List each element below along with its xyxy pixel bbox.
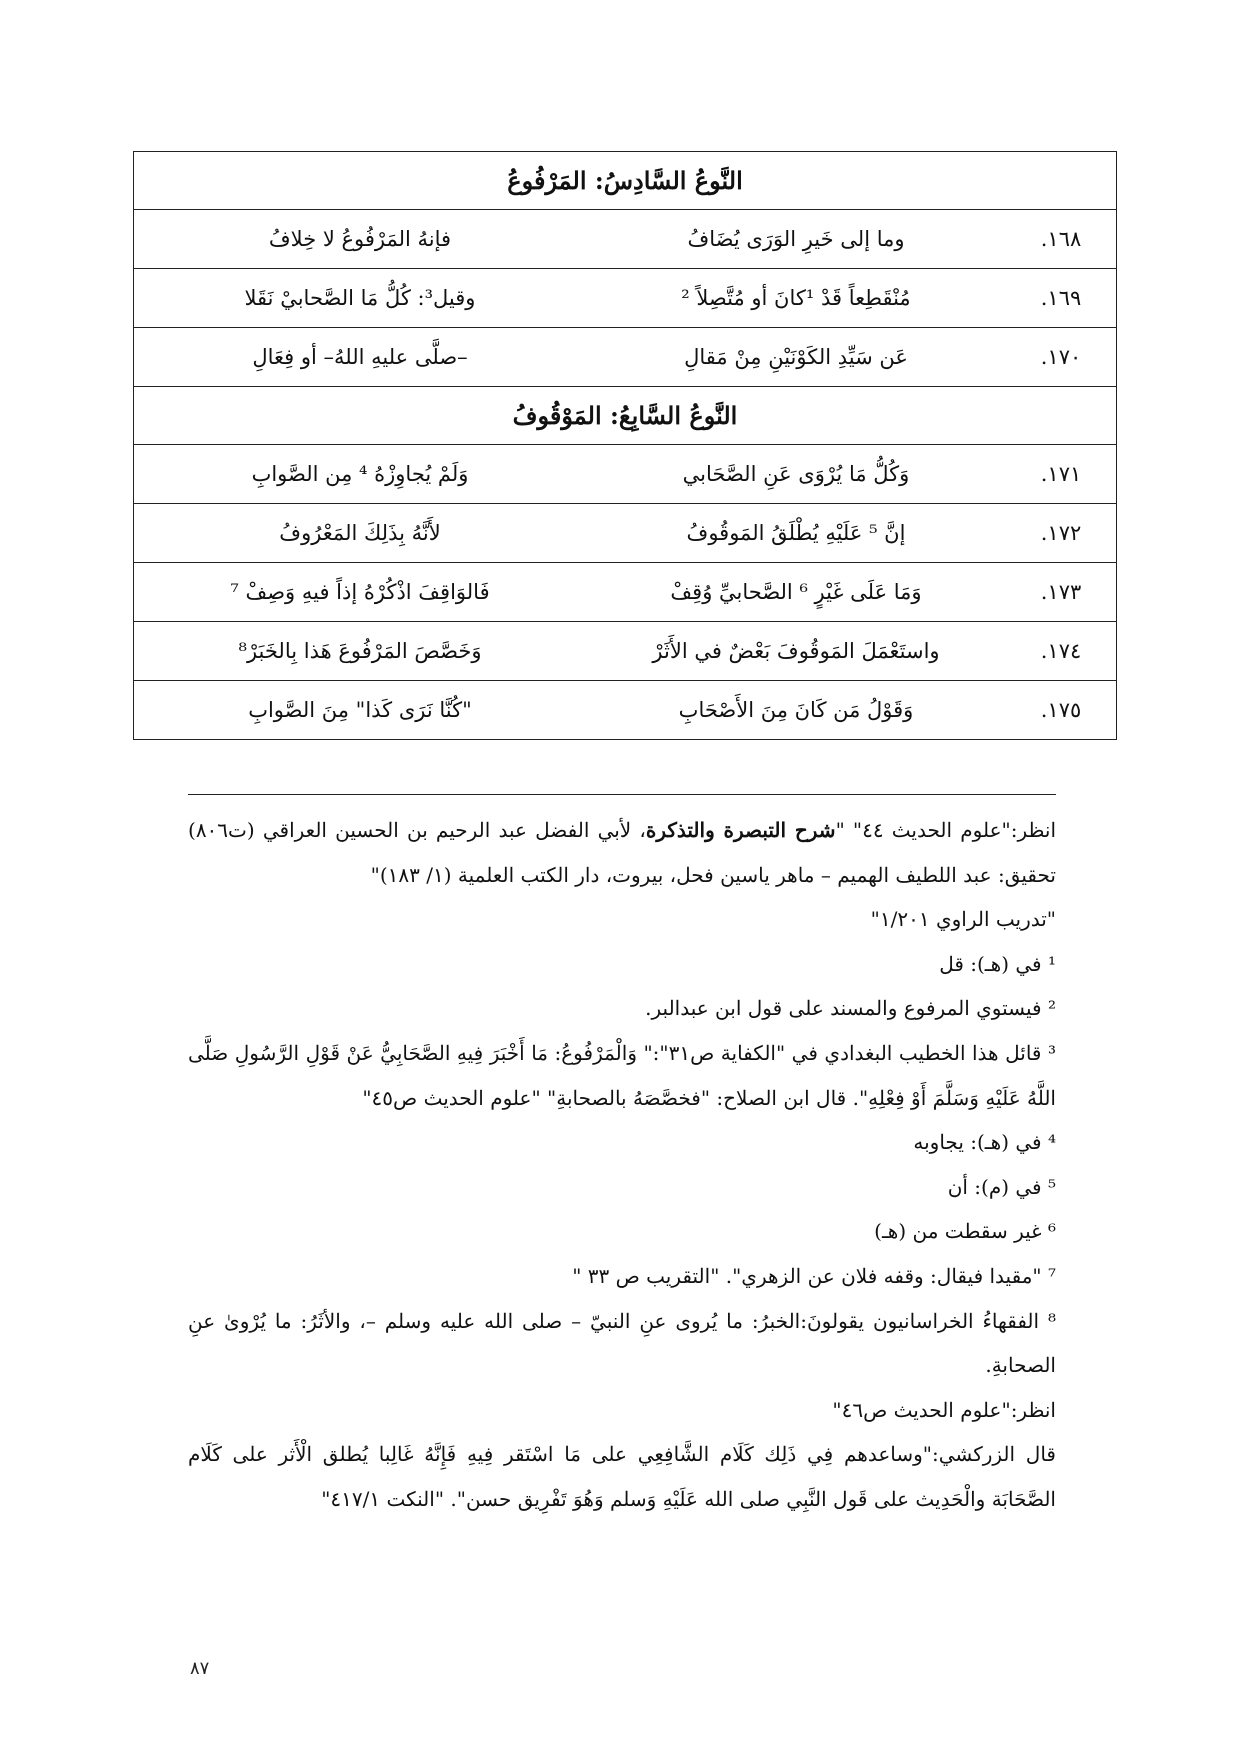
- footnote-zarkashi-quote: قال الزركشي:"وساعدهم فِي ذَلِك كَلَام الشَّافِعِي على مَا اسْتَقر فِيهِ فَإِنَّهُ غَالِبا يُطلق الْأَثر على كَلَام الصَّحَابَة والْحَدِيث على قَول النَّبِي صلى الله عَلَيْهِ وَسلم وَهُوَ تَفْرِيق حسن". "النكت ٤١٧/١": [188, 1442, 1056, 1511]
- verse-first-hemistich: وما إلى خَيرِ الوَرَى يُضَافُ: [586, 210, 1006, 269]
- footnote-separator: [188, 794, 1056, 795]
- verse-number: ١٧٢.: [1006, 504, 1117, 563]
- verse-row: [134, 681, 1117, 740]
- verse-second-hemistich: وَخَصَّصَ المَرْفُوعَ هَذا بِالخَبَرْ⁸: [134, 622, 587, 681]
- verse-row: [134, 328, 1117, 387]
- footnote-intro: [188, 808, 1056, 897]
- section-header-marfu: [134, 152, 1117, 210]
- footnote-7: ⁷ "مقيدا فيقال: وقفه فلان عن الزهري". "التقريب ص ٣٣ ": [572, 1263, 1056, 1288]
- verse-second-hemistich: وقيل³: كُلُّ مَا الصَّحابيْ نَقَلا: [134, 269, 587, 328]
- footnote-4: ⁴ في (هـ): يجاوبه: [913, 1130, 1056, 1155]
- verse-number: ١٧٤.: [1006, 622, 1117, 681]
- verse-number: ١٦٩.: [1006, 269, 1117, 328]
- verse-row: [134, 445, 1117, 504]
- intro-citation: ، لأبي الفضل عبد الرحيم بن الحسين العراقي (ت٨٠٦) تحقيق: عبد اللطيف الهميم – ماهر ياسين فحل، بيروت، دار الكتب العلمية (١/ ١٨٣)": [188, 818, 1056, 887]
- footnote-intro-line2: "تدريب الراوي ١/٢٠١": [870, 907, 1056, 932]
- verse-number: ١٧١.: [1006, 445, 1117, 504]
- verse-number: ١٧٣.: [1006, 563, 1117, 622]
- verse-row: [134, 622, 1117, 681]
- verse-table: [133, 151, 1117, 740]
- footnote-6: ⁶ غير سقطت من (هـ): [874, 1219, 1056, 1244]
- verse-row: [134, 563, 1117, 622]
- footnote-8: ⁸ الفقهاءُ الخراسانيون يقولونَ:الخبرُ: ما يُروى عنِ النبيّ – صلى الله عليه وسلم –، والأثَرُ: ما يُرْوىٰ عنِ الصحابةِ.: [188, 1308, 1057, 1378]
- verse-first-hemistich: واستَعْمَلَ المَوقُوفَ بَعْضٌ في الأَثَرْ: [586, 622, 1006, 681]
- verse-number: ١٧٥.: [1006, 681, 1117, 740]
- intro-book-title: شرح التبصرة والتذكرة: [645, 818, 836, 842]
- section-title: النَّوعُ السَّادِسُ: المَرْفُوعُ: [134, 152, 1117, 210]
- verse-second-hemistich: وَلَمْ يُجاوِزْهُ ⁴ مِن الصَّوابِ: [134, 445, 587, 504]
- verse-row: [134, 504, 1117, 563]
- verse-second-hemistich: فإنهُ المَرْفُوعُ لا خِلافُ: [134, 210, 587, 269]
- footnote-reference: انظر:"علوم الحديث ص٤٦": [832, 1397, 1056, 1422]
- verse-number: ١٦٨.: [1006, 210, 1117, 269]
- intro-prefix: انظر:"علوم الحديث ٤٤" ": [835, 818, 1057, 842]
- page-number: ٨٧: [190, 1658, 210, 1679]
- verse-first-hemistich: وَكُلُّ مَا يُرْوَى عَنِ الصَّحَابي: [586, 445, 1006, 504]
- verse-row: [134, 210, 1117, 269]
- verse-row: [134, 269, 1117, 328]
- footnote-2: ² فيستوي المرفوع والمسند على قول ابن عبدالبر.: [645, 996, 1056, 1021]
- footnote-1: ¹ في (هـ): قل: [939, 951, 1056, 976]
- verse-first-hemistich: وَمَا عَلَى غَيْرٍ ⁶ الصَّحابيِّ وُقِفْ: [586, 563, 1006, 622]
- verse-second-hemistich: لأَنَّهُ بِذَلِكَ المَعْرُوفُ: [134, 504, 587, 563]
- verse-first-hemistich: مُنْقَطِعاً قَدْ ¹كانَ أو مُتَّصِلاً ²: [586, 269, 1006, 328]
- verse-first-hemistich: إنَّ ⁵ عَلَيْهِ يُطْلَقُ المَوقُوفُ: [586, 504, 1006, 563]
- footnote-5: ⁵ في (م): أن: [947, 1174, 1056, 1199]
- verse-number: ١٧٠.: [1006, 328, 1117, 387]
- footnotes: [188, 808, 1056, 1522]
- verse-first-hemistich: عَن سَيِّدِ الكَوْنَيْنِ مِنْ مَقالِ: [586, 328, 1006, 387]
- footnote-3: ³ قائل هذا الخطيب البغدادي في "الكفاية ص٣١":" وَالْمَرْفُوعُ: مَا أَخْبَرَ فِيهِ الصَّحَابِيُّ عَنْ قَوْلِ الرَّسُولِ صَلَّى اللَّهُ عَلَيْهِ وَسَلَّمَ أَوْ فِعْلِهِ". قال ابن الصلاح: "فخصَّصَهُ بالصحابةِ" "علوم الحديث ص٤٥": [188, 1040, 1056, 1110]
- verse-second-hemistich: فَالوَاقِفَ اذْكُرْهُ إذاً فيهِ وَصِفْ ⁷: [134, 563, 587, 622]
- section-header-mawquf: [134, 387, 1117, 445]
- verse-first-hemistich: وَقَوْلُ مَن كَانَ مِنَ الأَصْحَابِ: [586, 681, 1006, 740]
- verse-second-hemistich: "كُنَّا نَرَى كَذا" مِنَ الصَّوابِ: [134, 681, 587, 740]
- verse-second-hemistich: –صلَّى عليهِ اللهُ– أو فِعَالِ: [134, 328, 587, 387]
- section-title: النَّوعُ السَّابِعُ: المَوْقُوفُ: [134, 387, 1117, 445]
